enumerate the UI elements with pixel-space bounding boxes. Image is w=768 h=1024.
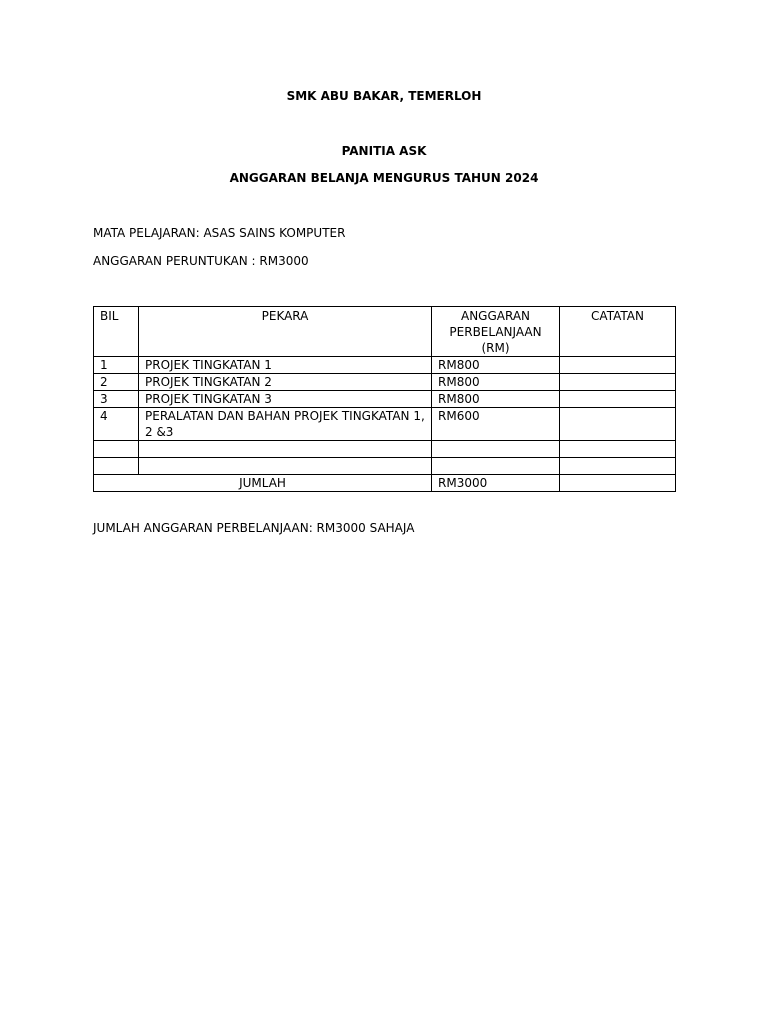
row-catatan — [560, 374, 676, 391]
table-row — [94, 357, 676, 374]
table-row — [94, 408, 676, 441]
header-pekara: PEKARA — [139, 307, 432, 357]
empty-cell — [432, 441, 560, 458]
row-pekara-line-1: PERALATAN DAN BAHAN PROJEK TINGKATAN 1, — [145, 409, 425, 423]
table-row — [94, 391, 676, 408]
row-bil: 2 — [94, 374, 139, 391]
row-pekara: PROJEK TINGKATAN 1 — [139, 357, 432, 374]
committee-name: PANITIA ASK — [341, 144, 427, 158]
budget-title: ANGGARAN BELANJA MENGURUS TAHUN 2024 — [229, 171, 539, 185]
header-anggaran-line-2: PERBELANJAAN — [449, 325, 542, 339]
row-amount: RM800 — [432, 357, 560, 374]
empty-cell — [94, 458, 139, 475]
summary-line: JUMLAH ANGGARAN PERBELANJAAN: RM3000 SAHAJA — [93, 521, 415, 535]
school-name: SMK ABU BAKAR, TEMERLOH — [286, 89, 482, 103]
empty-row — [94, 458, 676, 475]
total-label: JUMLAH — [94, 475, 432, 492]
row-pekara: PROJEK TINGKATAN 2 — [139, 374, 432, 391]
empty-cell — [560, 441, 676, 458]
row-pekara — [139, 408, 432, 441]
row-amount: RM800 — [432, 391, 560, 408]
empty-row — [94, 441, 676, 458]
header-catatan: CATATAN — [560, 307, 676, 357]
total-catatan — [560, 475, 676, 492]
header-bil: BIL — [94, 307, 139, 357]
subject-line: MATA PELAJARAN: ASAS SAINS KOMPUTER — [93, 226, 346, 240]
total-amount: RM3000 — [432, 475, 560, 492]
row-bil: 1 — [94, 357, 139, 374]
row-catatan — [560, 391, 676, 408]
row-amount: RM800 — [432, 374, 560, 391]
row-amount: RM600 — [432, 408, 560, 441]
row-pekara: PROJEK TINGKATAN 3 — [139, 391, 432, 408]
row-pekara-line-2: 2 &3 — [145, 425, 174, 439]
header-anggaran — [432, 307, 560, 357]
table-row — [94, 374, 676, 391]
allocation-line: ANGGARAN PERUNTUKAN : RM3000 — [93, 254, 309, 268]
empty-cell — [432, 458, 560, 475]
row-catatan — [560, 357, 676, 374]
budget-table — [93, 306, 676, 492]
row-bil: 3 — [94, 391, 139, 408]
empty-cell — [560, 458, 676, 475]
total-row — [94, 475, 676, 492]
row-catatan — [560, 408, 676, 441]
empty-cell — [139, 441, 432, 458]
empty-cell — [139, 458, 432, 475]
row-bil: 4 — [94, 408, 139, 441]
empty-cell — [94, 441, 139, 458]
table-header-row — [94, 307, 676, 357]
header-anggaran-line-3: (RM) — [481, 341, 510, 355]
header-anggaran-line-1: ANGGARAN — [460, 309, 531, 323]
